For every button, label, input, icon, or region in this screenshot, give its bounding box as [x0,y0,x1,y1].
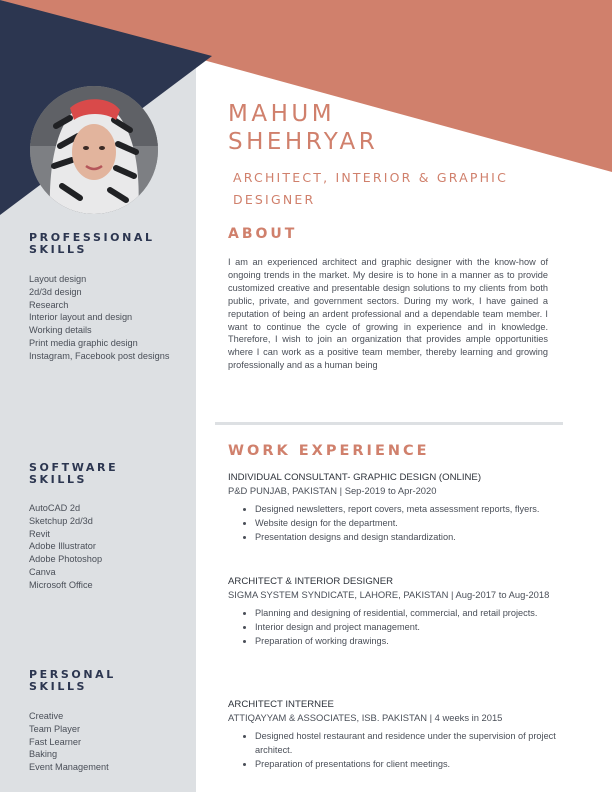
job-bullets [228,729,558,771]
work-experience-heading: WORK EXPERIENCE [228,443,430,459]
job-entry [228,698,558,771]
heading-line: SKILLS [29,243,88,256]
name-line-2: SHEHRYAR [228,129,379,155]
skill-item: Event Management [29,762,109,773]
candidate-name [228,100,378,156]
about-heading: ABOUT [228,226,298,242]
professional-skills-list [29,273,189,363]
skill-item: Layout design [29,274,87,284]
skill-item: Canva [29,566,56,577]
heading-line: PERSONAL [29,668,116,681]
heading-line: SOFTWARE [29,461,119,474]
heading-line: PROFESSIONAL [29,231,155,244]
job-role: ARCHITECT & INTERIOR DESIGNER [228,576,394,587]
job-bullet: • Planning and designing of residential, commercial, and retail projects. [255,606,558,620]
skill-item: AutoCAD 2d [29,503,81,513]
job-bullet: • Presentation designs and design standardization. [255,530,558,544]
job-bullets [228,606,558,648]
job-bullet: • Preparation of presentations for client meetings. [255,757,558,771]
skill-item: Team Player [29,723,81,734]
skill-item: Sketchup 2d/3d [29,515,93,526]
personal-skills-heading [29,669,116,693]
job-organization: P&D PUNJAB, PAKISTAN | Sep-2019 to Apr-2020 [228,485,437,496]
skill-item: Research [29,299,69,310]
job-bullet: • Designed newsletters, report covers, meta assessment reports, flyers. [255,502,558,516]
job-bullet: • Interior design and project management. [255,620,558,634]
heading-line: SKILLS [29,680,88,693]
profile-photo [30,86,158,214]
job-bullet: • Preparation of working drawings. [255,634,558,648]
skill-item: 2d/3d design [29,286,82,297]
software-skills-list [29,502,189,592]
skill-item: Working details [29,325,92,336]
skill-item: Adobe Illustrator [29,541,96,552]
skill-item: Revit [29,528,50,539]
software-skills-heading [29,462,118,486]
job-title: ARCHITECT, INTERIOR & GRAPHIC DESIGNER [233,170,508,207]
section-divider [215,422,563,425]
skill-item: Adobe Photoshop [29,554,103,565]
job-bullets [228,502,558,544]
skill-item: Microsoft Office [29,579,93,590]
skill-item: Baking [29,749,58,760]
personal-skills-list [29,710,189,774]
job-bullet: • Website design for the department. [255,516,558,530]
skill-item: Interior layout and design [29,312,133,323]
job-role: ARCHITECT INTERNEE [228,699,334,710]
name-line-1: MAHUM [228,101,336,127]
skill-item: Fast Learner [29,736,82,747]
skill-item: Instagram, Facebook post designs [29,350,170,361]
job-entry [228,575,558,648]
profile-photo-image [30,86,158,214]
about-text: I am an experienced architect and graphic designer with the know-how of ongoing trends in the market. My desire is to hone in a manner as to provide customized creative and presentable design solutions to my clients from both public, private, and government sectors. During my work, I have gained a reputation of being an ardent professional and a dependable team member. I want to continue the cycle of growing in experience and in knowledge. Therefore, I wish to join an organization that provides ample opportunities where I can work as a positive team member, thereby learning and growing professionally and as a human being [228,257,548,371]
skill-item: Print media graphic design [29,337,138,348]
job-organization: ATTIQAYYAM & ASSOCIATES, ISB. PAKISTAN | 4 weeks in 2015 [228,712,503,723]
professional-skills-heading [29,232,155,256]
job-bullet: • Designed hostel restaurant and residence under the supervision of project architect. [255,729,558,757]
job-entry [228,471,558,544]
skill-item: Creative [29,711,64,721]
job-role: INDIVIDUAL CONSULTANT- GRAPHIC DESIGN (ONLINE) [228,472,482,483]
job-organization: SIGMA SYSTEM SYNDICATE, LAHORE, PAKISTAN | Aug-2017 to Aug-2018 [228,589,550,600]
heading-line: SKILLS [29,473,88,486]
